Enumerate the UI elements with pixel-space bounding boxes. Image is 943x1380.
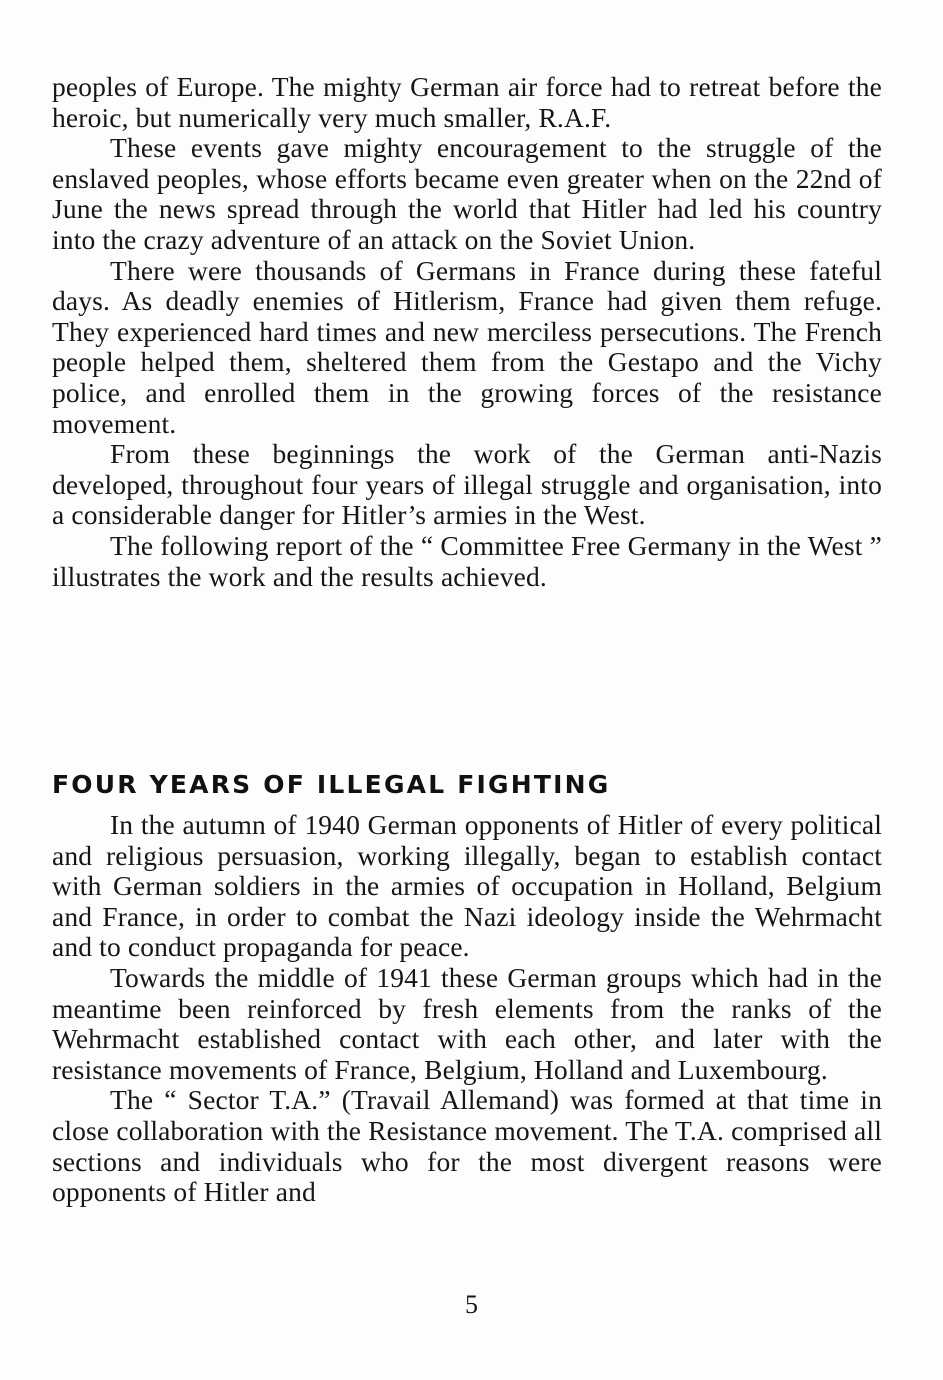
paragraph-germans-in-france: There were thousands of Germans in France during these fateful days. As deadly enemies of Hitlerism, France had given them refuge. They experienced hard times and new merciless persecutions. The French people helped them, sheltered them from the Gestapo and the Vichy police, and enrolled them in the growing forces of the resistance movement.: [52, 254, 882, 439]
paragraph-report-intro: The following report of the “ Committee Free Germany in the West ” illustrates the work and the results achieved.: [52, 529, 882, 592]
paragraph-events: These events gave mighty encouragement to the struggle of the enslaved peoples, whose efforts became even greater when on the 22nd of June the news spread through the world that Hitler had led his country into the crazy adventure of an attack on the Soviet Union.: [52, 132, 882, 255]
body-text-bottom: [52, 810, 882, 1208]
paragraph-autumn-1940: In the autumn of 1940 German opponents of Hitler of every political and religious persuasion, working illegally, began to establish contact with German soldiers in the armies of occupation in Holland, Belgium and France, in order to combat the Nazi ideology inside the Wehrmacht and to conduct propaganda for peace.: [52, 809, 882, 963]
section-heading: FOUR YEARS OF ILLEGAL FIGHTING: [52, 770, 611, 799]
paragraph-middle-1941: Towards the middle of 1941 these German groups which had in the meantime been reinforced by fresh elements from the ranks of the Wehrmacht established contact with each other, and later with the resistance movements of France, Belgium, Holland and Luxembourg.: [52, 961, 882, 1085]
page-number: 5: [465, 1290, 478, 1319]
paragraph-sector-ta: The “ Sector T.A.” (Travail Allemand) was formed at that time in close collaboration with the Resistance movement. The T.A. comprised all sections and individuals who for the most divergent reasons were opponents of Hitler and: [52, 1084, 882, 1208]
paragraph-beginnings: From these beginnings the work of the German anti-Nazis developed, throughout four years of illegal struggle and organisation, into a considerable danger for Hitler’s armies in the West.: [52, 438, 882, 531]
body-text-top: [52, 72, 882, 592]
paragraph-continuation: peoples of Europe. The mighty German air force had to retreat before the heroic, but numerically very much smaller, R.A.F.: [52, 71, 882, 133]
